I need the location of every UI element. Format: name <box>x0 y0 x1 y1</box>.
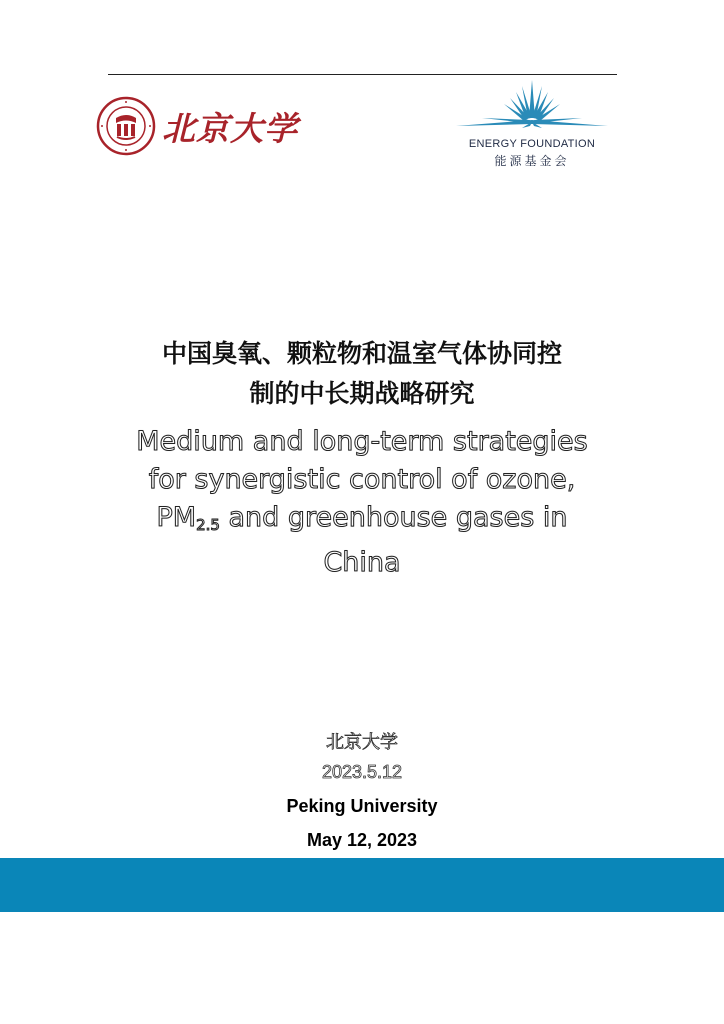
pm-label: PM <box>156 502 197 533</box>
title-en-line-3-rest: and greenhouse gases in <box>219 502 568 533</box>
energy-foundation-logo <box>452 78 612 169</box>
organization-cn: 北京大学 <box>326 732 398 753</box>
title-en-line-4: China <box>323 547 401 578</box>
title-chinese <box>100 334 624 414</box>
pku-wordmark: 北京大学 <box>162 108 298 148</box>
starburst-icon <box>452 78 612 136</box>
pku-seal-icon <box>96 96 156 156</box>
energy-foundation-name-cn: 能源基金会 <box>494 154 570 168</box>
title-cn-line-1: 中国臭氧、颗粒物和温室气体协同控 <box>161 339 562 368</box>
organization-en: Peking University <box>286 796 438 816</box>
title-english <box>100 423 624 582</box>
title-en-line-1: Medium and long-term strategies <box>136 426 588 457</box>
title-en-line-3 <box>100 499 624 544</box>
title-en-line-2: for synergistic control of ozone, <box>148 464 576 495</box>
date-english: May 12, 2023 <box>306 830 418 850</box>
top-rule <box>108 74 617 75</box>
title-cn-line-2: 制的中长期战略研究 <box>249 379 475 408</box>
footer-band <box>0 858 724 912</box>
pku-logo <box>96 96 298 156</box>
pm-subscript: 2.5 <box>196 516 220 534</box>
date-numeric: 2023.5.12 <box>321 762 403 782</box>
energy-foundation-name: ENERGY FOUNDATION <box>468 138 596 150</box>
